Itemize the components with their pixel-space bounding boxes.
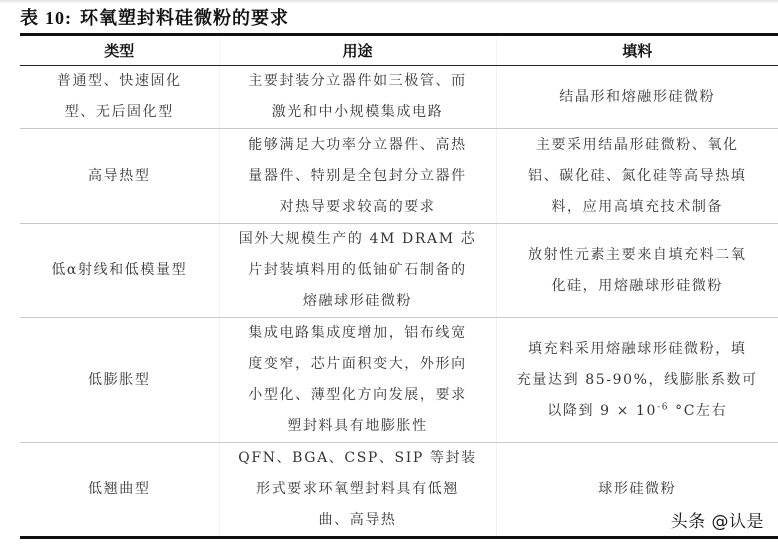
header-type: 类型 (20, 35, 219, 66)
cell-usage: 能够满足大功率分立器件、高热 量器件、特别是全包封分立器件 对热导要求较高的要求 (219, 129, 496, 224)
cell-usage: 主要封装分立器件如三极管、而 激光和中小规模集成电路 (219, 66, 496, 129)
cell-type: 低α射线和低模量型 (20, 224, 219, 318)
header-filler: 填料 (496, 35, 778, 66)
table-row (20, 224, 778, 318)
cell-filler: 填充料采用熔融球形硅微粉，填 充量达到 85-90%，线膨胀系数可 以降到 $9 \times 10^{-6}$ °C左右 (496, 318, 778, 443)
header-usage: 用途 (219, 35, 496, 66)
cell-usage: 集成电路集成度增加，铝布线宽 度变窄，芯片面积变大，外形向 小型化、薄型化方向发展，要求 塑封料具有地膨胀性 (219, 318, 496, 443)
cell-filler: 主要采用结晶形硅微粉、氧化 铝、碳化硅、氮化硅等高导热填 料，应用高填充技术制备 (496, 129, 778, 224)
cell-type: 高导热型 (20, 129, 219, 224)
table-row (20, 443, 778, 538)
silica-requirements-table (20, 33, 778, 539)
cell-filler: 结晶形和熔融形硅微粉 (496, 66, 778, 129)
table-row (20, 129, 778, 224)
caption-number: 10: (45, 8, 72, 28)
watermark: 头条 @认是 (670, 512, 764, 532)
cell-type: 低膨胀型 (20, 318, 219, 443)
cell-usage: QFN、BGA、CSP、SIP 等封装 形式要求环氧塑封料具有低翘 曲、高导热 (219, 443, 496, 538)
caption-prefix: 表 (20, 8, 39, 29)
table-row (20, 66, 778, 129)
cell-filler: 球形硅微粉 (496, 443, 778, 538)
cell-type: 普通型、快速固化 型、无后固化型 (20, 66, 219, 129)
table-caption (20, 4, 289, 30)
cell-filler: 放射性元素主要来自填充料二氧 化硅，用熔融球形硅微粉 (496, 224, 778, 318)
cell-usage: 国外大规模生产的 4M DRAM 芯 片封装填料用的低铀矿石制备的 熔融球形硅微粉 (219, 224, 496, 318)
caption-title: 环氧塑封料硅微粉的要求 (80, 8, 289, 29)
thermal-expansion-value: 以降到 $9 \times 10^{-6}$ °C左右 (547, 401, 728, 419)
cell-type: 低翘曲型 (88, 481, 151, 497)
header-row (20, 35, 778, 66)
table-row (20, 318, 778, 443)
